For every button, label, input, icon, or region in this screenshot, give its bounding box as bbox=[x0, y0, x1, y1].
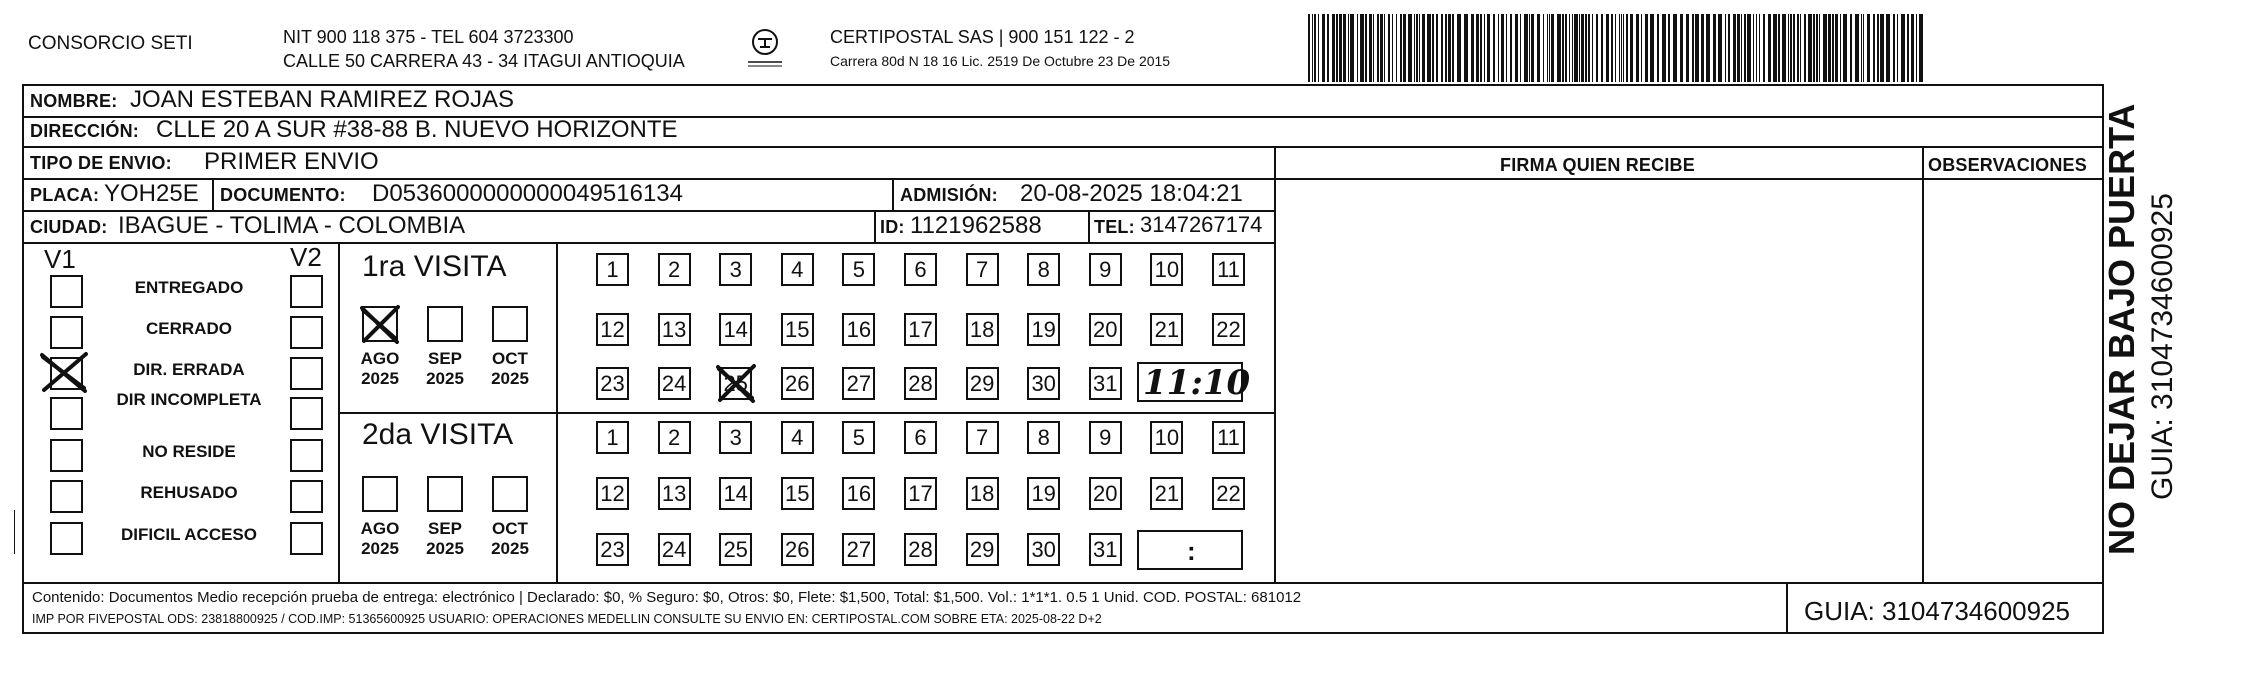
status-v1-checkbox[interactable] bbox=[50, 439, 83, 472]
visit1-day-box[interactable]: 4 bbox=[781, 253, 814, 286]
visit1-month-checkbox[interactable] bbox=[492, 306, 528, 342]
visit1-day-box[interactable]: 31 bbox=[1089, 367, 1122, 400]
visit1-day-box[interactable]: 2 bbox=[658, 253, 691, 286]
footer-divider bbox=[1786, 582, 1788, 634]
status-option-label: ENTREGADO bbox=[134, 278, 244, 297]
cell-divider bbox=[892, 178, 894, 210]
visit2-day-box[interactable]: 25 bbox=[719, 533, 752, 566]
visit2-day-box[interactable]: 2 bbox=[658, 421, 691, 454]
visit2-year-label: 2025 bbox=[361, 539, 399, 558]
visit1-year-label: 2025 bbox=[491, 369, 529, 388]
visit1-day-box[interactable]: 1 bbox=[596, 253, 629, 286]
visit2-title: 2da VISITA bbox=[362, 418, 514, 451]
visit1-day-box[interactable]: 26 bbox=[781, 367, 814, 400]
recipient-name: JOAN ESTEBAN RAMIREZ ROJAS bbox=[130, 86, 515, 113]
visit1-year-label: 2025 bbox=[361, 369, 399, 388]
visit2-day-box[interactable]: 12 bbox=[596, 477, 629, 510]
status-v1-checkbox[interactable] bbox=[50, 522, 83, 555]
visit2-day-box[interactable]: 3 bbox=[719, 421, 752, 454]
visit2-day-box[interactable]: 19 bbox=[1027, 477, 1060, 510]
status-v2-checkbox[interactable] bbox=[290, 397, 323, 430]
visit1-day-box[interactable]: 20 bbox=[1089, 313, 1122, 346]
tel-number: 3147267174 bbox=[1140, 212, 1263, 237]
margin-tick bbox=[14, 510, 15, 554]
visit2-day-box[interactable]: 20 bbox=[1089, 477, 1122, 510]
city-label: CIUDAD: bbox=[30, 217, 108, 237]
visit1-day-box[interactable]: 7 bbox=[966, 253, 999, 286]
cell-divider bbox=[1088, 210, 1090, 242]
status-option-label: CERRADO bbox=[146, 319, 232, 338]
visit2-day-box[interactable]: 24 bbox=[658, 533, 691, 566]
status-v2-checkbox[interactable] bbox=[290, 357, 323, 390]
address-line: CALLE 50 CARRERA 43 - 34 ITAGUI ANTIOQUIA bbox=[283, 51, 685, 71]
status-v2-checkbox[interactable] bbox=[290, 275, 323, 308]
v1-label: V1 bbox=[44, 244, 76, 274]
tel-label: TEL: bbox=[1094, 217, 1135, 237]
visit2-month-label: SEP bbox=[427, 519, 463, 538]
status-option-label: DIFICIL ACCESO bbox=[120, 525, 257, 544]
col-line bbox=[1922, 146, 1924, 582]
id-label: ID: bbox=[880, 217, 905, 237]
observations-header: OBSERVACIONES bbox=[1928, 155, 2087, 175]
status-option-label: REHUSADO bbox=[140, 483, 238, 502]
visit2-day-box[interactable]: 18 bbox=[966, 477, 999, 510]
visit2-day-box[interactable]: 10 bbox=[1150, 421, 1183, 454]
admission-label: ADMISIÓN: bbox=[900, 185, 998, 205]
visit2-year-label: 2025 bbox=[491, 539, 529, 558]
visit1-day-box[interactable]: 18 bbox=[966, 313, 999, 346]
row-line bbox=[22, 242, 1274, 244]
visit1-month-label: AGO bbox=[360, 349, 400, 368]
visit2-month-label: AGO bbox=[360, 519, 400, 538]
check-x-icon bbox=[716, 363, 756, 403]
visit1-day-box[interactable]: 29 bbox=[966, 367, 999, 400]
visit1-title: 1ra VISITA bbox=[362, 250, 507, 283]
plate: YOH25E bbox=[104, 180, 199, 207]
license-line: Carrera 80d N 18 16 Lic. 2519 De Octubre 23 De 2015 bbox=[830, 53, 1171, 69]
visit2-month-label: OCT bbox=[492, 519, 528, 538]
plate-label: PLACA: bbox=[30, 185, 100, 205]
id-number: 1121962588 bbox=[910, 212, 1042, 239]
visit2-day-box[interactable]: 11 bbox=[1212, 421, 1245, 454]
visit2-day-box[interactable]: 7 bbox=[966, 421, 999, 454]
visit1-time-box[interactable] bbox=[1137, 362, 1251, 403]
visit2-day-box[interactable]: 21 bbox=[1150, 477, 1183, 510]
visit2-time-box[interactable] bbox=[1137, 530, 1243, 570]
visit2-day-box[interactable]: 31 bbox=[1089, 533, 1122, 566]
visit1-day-box[interactable]: 5 bbox=[842, 253, 875, 286]
barcode bbox=[1308, 14, 1926, 82]
document-label: DOCUMENTO: bbox=[220, 185, 346, 205]
visit2-day-box[interactable]: 9 bbox=[1089, 421, 1122, 454]
send-type-label: TIPO DE ENVIO: bbox=[30, 153, 172, 173]
status-v2-checkbox[interactable] bbox=[290, 522, 323, 555]
status-v2-checkbox[interactable] bbox=[290, 316, 323, 349]
footer-line bbox=[22, 582, 2104, 584]
visit1-time: 11:10 bbox=[1143, 363, 1251, 403]
footer-content-line: Contenido: Documentos Medio recepción prueba de entrega: electrónico | Declarado: $0, % Seguro: $0, Otros: $0, Flete: $1,500, Total: $1,500. Vol.: 1*1*1. 0.5 1 Unid. COD. POSTAL: 681012 bbox=[32, 589, 1302, 606]
visit1-day-box[interactable]: 11 bbox=[1212, 253, 1245, 286]
visit2-day-box[interactable]: 22 bbox=[1212, 477, 1245, 510]
send-type: PRIMER ENVIO bbox=[204, 148, 379, 175]
visit1-month-checkbox[interactable] bbox=[427, 306, 463, 342]
side-guia: GUIA: 3104734600925 bbox=[2146, 193, 2179, 500]
visit1-day-box[interactable]: 19 bbox=[1027, 313, 1060, 346]
nit-line: NIT 900 118 375 - TEL 604 3723300 bbox=[283, 27, 574, 47]
status-option-label: DIR. ERRADA bbox=[133, 360, 245, 379]
check-x-icon bbox=[40, 351, 88, 393]
footer-guia: GUIA: 3104734600925 bbox=[1804, 596, 2070, 626]
status-v1-checkbox[interactable] bbox=[50, 316, 83, 349]
visit1-day-box[interactable]: 27 bbox=[842, 367, 875, 400]
visit2-year-label: 2025 bbox=[426, 539, 464, 558]
visit2-day-box[interactable]: 1 bbox=[596, 421, 629, 454]
visit1-month-label: SEP bbox=[427, 349, 463, 368]
cell-divider bbox=[212, 178, 214, 210]
status-v2-checkbox[interactable] bbox=[290, 439, 323, 472]
status-v1-checkbox[interactable] bbox=[50, 480, 83, 513]
recipient-address: CLLE 20 A SUR #38-88 B. NUEVO HORIZONTE bbox=[156, 116, 678, 143]
visit1-day-box[interactable]: 10 bbox=[1150, 253, 1183, 286]
visit2-day-box[interactable]: 5 bbox=[842, 421, 875, 454]
name-label: NOMBRE: bbox=[30, 91, 118, 111]
visit1-year-label: 2025 bbox=[426, 369, 464, 388]
v2-label: V2 bbox=[290, 242, 322, 272]
visit2-day-box[interactable]: 29 bbox=[966, 533, 999, 566]
visit1-day-box[interactable]: 8 bbox=[1027, 253, 1060, 286]
visit2-day-box[interactable]: 23 bbox=[596, 533, 629, 566]
certipostal-logo-icon bbox=[740, 26, 790, 72]
visit2-day-box[interactable]: 28 bbox=[904, 533, 937, 566]
city: IBAGUE - TOLIMA - COLOMBIA bbox=[118, 212, 466, 239]
status-option-label: NO RESIDE bbox=[142, 442, 236, 461]
visit1-day-box[interactable]: 25 bbox=[719, 367, 752, 400]
visit1-day-box[interactable]: 9 bbox=[1089, 253, 1122, 286]
visit1-day-box[interactable]: 24 bbox=[658, 367, 691, 400]
visit2-month-checkbox[interactable] bbox=[362, 476, 398, 512]
address-label: DIRECCIÓN: bbox=[30, 121, 139, 141]
visit1-day-box[interactable]: 30 bbox=[1027, 367, 1060, 400]
visit-divider bbox=[556, 242, 558, 582]
check-x-icon bbox=[360, 304, 400, 344]
company-name: CONSORCIO SETI bbox=[28, 33, 193, 54]
status-v1-checkbox[interactable] bbox=[50, 275, 83, 308]
visit1-day-box[interactable]: 16 bbox=[842, 313, 875, 346]
visit1-day-box[interactable]: 28 bbox=[904, 367, 937, 400]
visit1-day-box[interactable]: 22 bbox=[1212, 313, 1245, 346]
visit2-day-box[interactable]: 15 bbox=[781, 477, 814, 510]
status-v1-checkbox[interactable] bbox=[50, 397, 83, 430]
document-number: D0536000000000049516134 bbox=[372, 180, 683, 207]
col-line bbox=[1274, 146, 1276, 582]
signature-header: FIRMA QUIEN RECIBE bbox=[1500, 155, 1695, 175]
visit2-day-box[interactable]: 4 bbox=[781, 421, 814, 454]
visit1-day-box[interactable]: 15 bbox=[781, 313, 814, 346]
visit2-day-box[interactable]: 26 bbox=[781, 533, 814, 566]
visit1-month-label: OCT bbox=[492, 349, 528, 368]
cell-divider bbox=[874, 210, 876, 242]
visit-divider bbox=[338, 412, 1274, 414]
visit2-day-box[interactable]: 30 bbox=[1027, 533, 1060, 566]
visit2-day-box[interactable]: 6 bbox=[904, 421, 937, 454]
visit2-day-box[interactable]: 17 bbox=[904, 477, 937, 510]
visit2-day-box[interactable]: 13 bbox=[658, 477, 691, 510]
visit2-time: : bbox=[1187, 536, 1196, 566]
visit2-month-checkbox[interactable] bbox=[427, 476, 463, 512]
side-warning: NO DEJAR BAJO PUERTA bbox=[2101, 103, 2142, 555]
status-option-label: DIR INCOMPLETA bbox=[116, 390, 262, 409]
visit1-day-box[interactable]: 21 bbox=[1150, 313, 1183, 346]
visit1-day-box[interactable]: 14 bbox=[719, 313, 752, 346]
certipostal-logo bbox=[740, 26, 790, 72]
visit1-day-box[interactable]: 17 bbox=[904, 313, 937, 346]
visit1-day-box[interactable]: 12 bbox=[596, 313, 629, 346]
visit2-day-box[interactable]: 27 bbox=[842, 533, 875, 566]
footer-imp-line: IMP POR FIVEPOSTAL ODS: 23818800925 / COD.IMP: 51365600925 USUARIO: OPERACIONES MEDELLIN CONSULTE SU ENVIO EN: CERTIPOSTAL.COM SOBRE ETA: 2025-08-22 D+2 bbox=[32, 612, 1102, 626]
visit1-day-box[interactable]: 3 bbox=[719, 253, 752, 286]
visit2-day-box[interactable]: 16 bbox=[842, 477, 875, 510]
visit1-day-box[interactable]: 23 bbox=[596, 367, 629, 400]
visit2-month-checkbox[interactable] bbox=[492, 476, 528, 512]
visit1-day-box[interactable]: 13 bbox=[658, 313, 691, 346]
courier-line: CERTIPOSTAL SAS | 900 151 122 - 2 bbox=[830, 27, 1135, 47]
visit1-day-box[interactable]: 6 bbox=[904, 253, 937, 286]
visit2-day-box[interactable]: 8 bbox=[1027, 421, 1060, 454]
visit2-day-box[interactable]: 14 bbox=[719, 477, 752, 510]
admission-datetime: 20-08-2025 18:04:21 bbox=[1020, 180, 1243, 207]
col-header-line bbox=[1274, 178, 2104, 180]
status-v2-checkbox[interactable] bbox=[290, 480, 323, 513]
